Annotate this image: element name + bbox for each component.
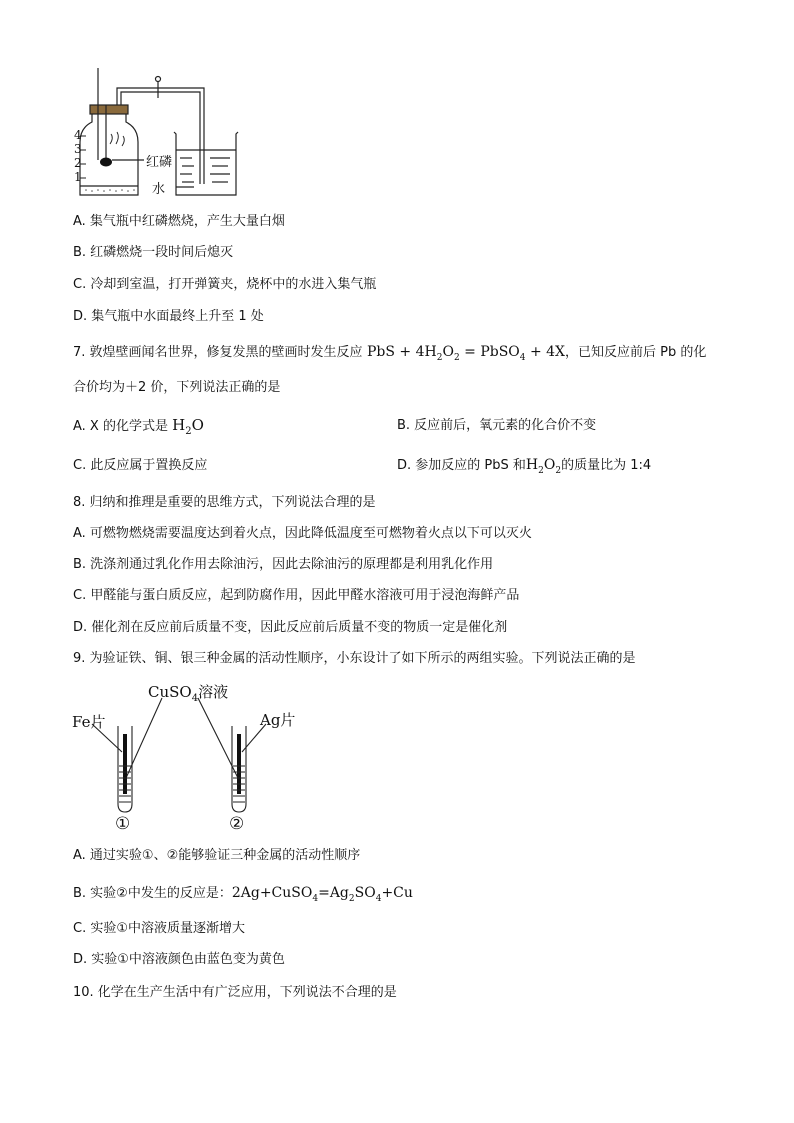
q7-option-c: C. 此反应属于置换反应 <box>73 458 208 473</box>
ag-strip-icon <box>237 734 241 794</box>
q7-option-d-formula: $H_2O_2$ <box>525 457 562 476</box>
q7-equation: PbS + $4H_2O_2$ = PbSO$_4$ + 4X <box>367 344 566 363</box>
fe-strip-label: Fe片 <box>72 713 106 731</box>
q7-option-a-formula: $H_2O$ <box>172 416 204 437</box>
q7-option-b: B. 反应前后，氧元素的化合价不变 <box>397 418 597 433</box>
q8-option-a: A. 可燃物燃烧需要温度达到着火点，因此降低温度至可燃物着火点以下可以灭火 <box>73 526 532 541</box>
q6-option-d: D. 集气瓶中水面最终上升至 1 处 <box>73 309 264 324</box>
q8-option-d: D. 催化剂在反应前后质量不变，因此反应前后质量不变的物质一定是催化剂 <box>73 620 508 635</box>
q7-option-d: D. 参加反应的 PbS 和$H_2O_2$的质量比为 1:4 <box>397 457 652 476</box>
q7-stem-part2: ，已知反应前后 Pb 的化 <box>565 345 707 360</box>
q9-option-d: D. 实验①中溶液颜色由蓝色变为黄色 <box>73 952 285 967</box>
q7-option-a: A. X 的化学式是 $H_2O$ <box>73 416 204 437</box>
scale-label-3: 3 <box>74 142 82 156</box>
q9-stem: 9. 为验证铁、铜、银三种金属的活动性顺序，小东设计了如下所示的两组实验。下列说法正确的是 <box>73 651 636 666</box>
fe-strip-icon <box>123 734 127 794</box>
q7-stem-line1 <box>73 343 706 367</box>
q6-option-a: A. 集气瓶中红磷燃烧，产生大量白烟 <box>73 214 285 229</box>
scale-label-1: 1 <box>74 170 82 184</box>
q10-stem: 10. 化学在生产生活中有广泛应用，下列说法不合理的是 <box>73 985 397 1000</box>
q6-option-b: B. 红磷燃烧一段时间后熄灭 <box>73 245 234 260</box>
water-label: 水 <box>152 182 166 197</box>
q9-option-b-equation: $2Ag+CuSO_4=Ag_2SO_4+Cu$ <box>231 885 413 904</box>
ag-strip-label: Ag片 <box>260 711 296 729</box>
scale-label-4: 4 <box>74 128 82 142</box>
q8-option-c: C. 甲醛能与蛋白质反应，起到防腐作用，因此甲醛水溶液可用于浸泡海鲜产品 <box>73 588 520 603</box>
red-phosphorus-icon <box>100 158 112 167</box>
q9-option-b: B. 实验②中发生的反应是：$2Ag+CuSO_4=Ag_2SO_4+Cu$ <box>73 885 413 904</box>
red-phosphorus-label: 红磷 <box>146 155 173 170</box>
cuso4-solution-label: CuSO$_4$溶液 <box>148 683 229 704</box>
q8-option-b: B. 洗涤剂通过乳化作用去除油污，因此去除油污的原理都是利用乳化作用 <box>73 557 494 572</box>
q6-option-c: C. 冷却到室温，打开弹簧夹，烧杯中的水进入集气瓶 <box>73 277 377 292</box>
scale-label-2: 2 <box>74 156 82 170</box>
q9-option-c: C. 实验①中溶液质量逐渐增大 <box>73 921 245 936</box>
metal-activity-test-tubes-figure <box>70 680 330 840</box>
tube-2-label: ② <box>229 814 245 834</box>
q8-stem: 8. 归纳和推理是重要的思维方式，下列说法合理的是 <box>73 495 376 510</box>
q9-option-a: A. 通过实验①、②能够验证三种金属的活动性顺序 <box>73 848 361 863</box>
q7-stem-part1: 7. 敦煌壁画闻名世界，修复发黑的壁画时发生反应 <box>73 345 363 360</box>
tube-1-label: ① <box>115 814 131 834</box>
q7-stem-line2: 合价均为＋2 价，下列说法正确的是 <box>73 380 281 395</box>
